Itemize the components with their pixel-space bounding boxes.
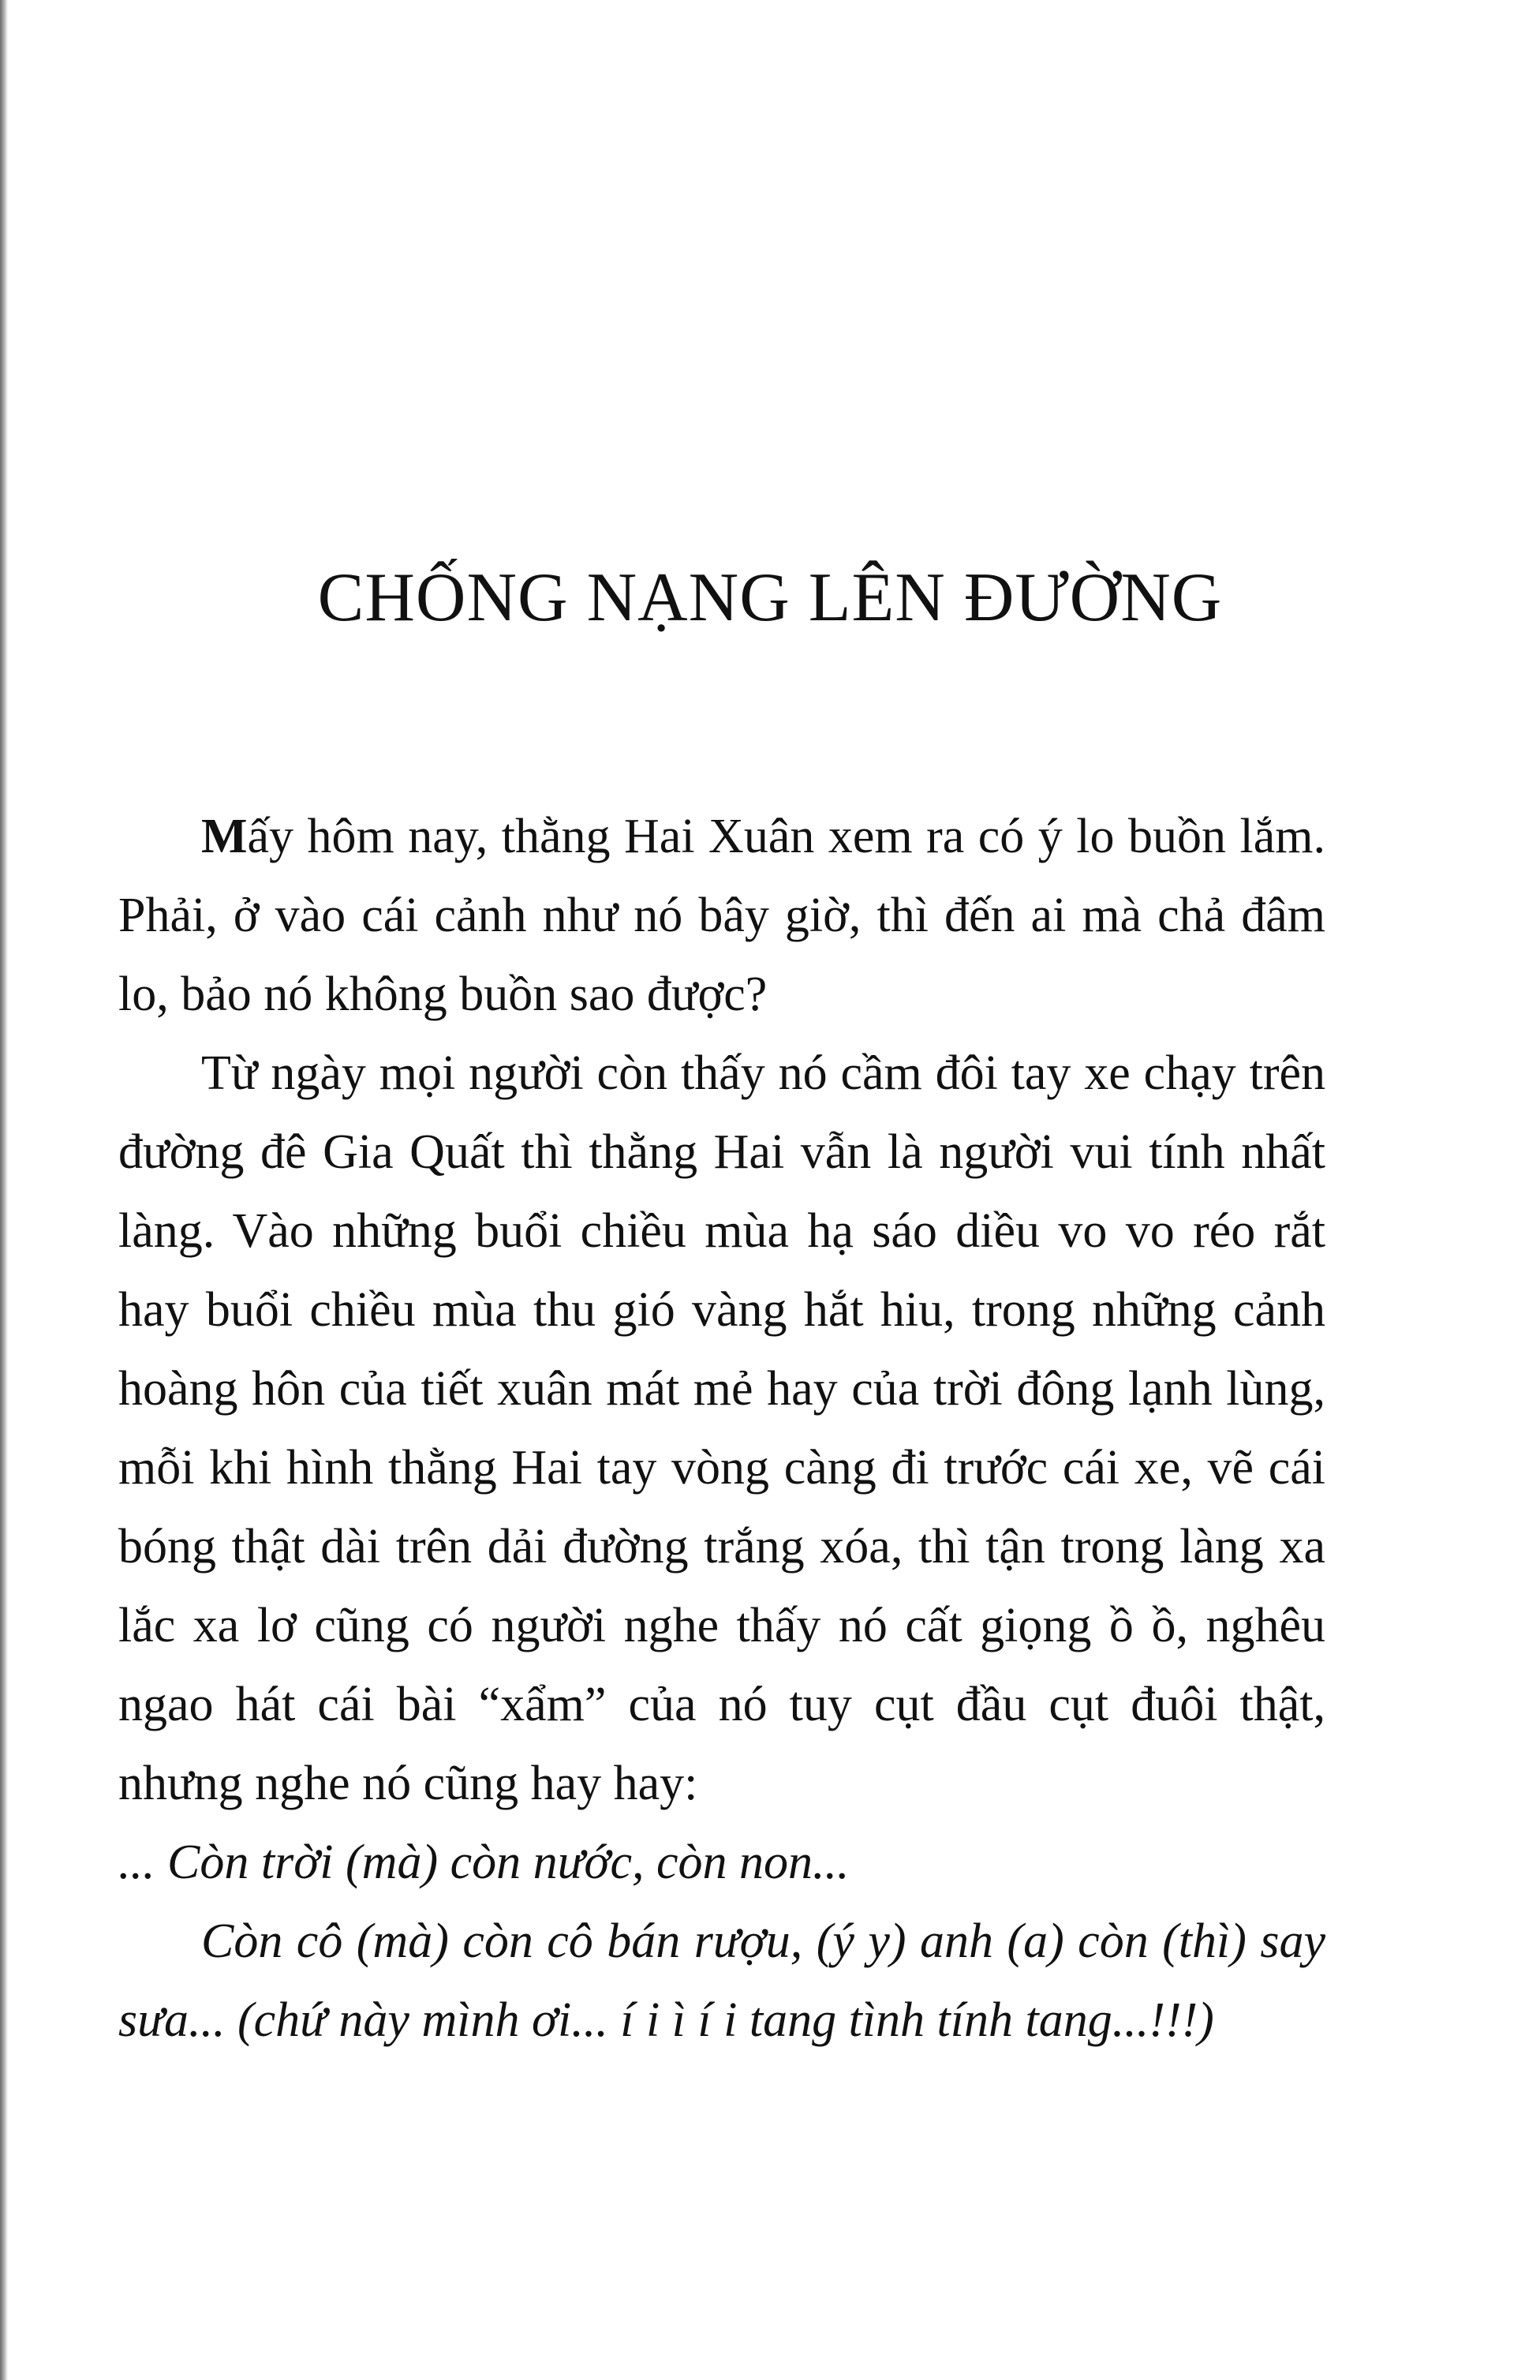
- verse-line-2: Còn cô (mà) còn cô bán rượu, (ý y) anh (a) còn (thì) say sưa... (chứ này mình ơi... í i ì í i tang tình tính tang...!!!): [118, 1914, 1325, 2047]
- chapter-title: CHỐNG NẠNG LÊN ĐƯỜNG: [317, 559, 1223, 636]
- verse-line-1: ... Còn trời (mà) còn nước, còn non...: [118, 1836, 850, 1889]
- page-edge-shadow: [0, 0, 8, 2380]
- body-text: [118, 797, 1325, 2060]
- drop-cap: M: [201, 810, 248, 863]
- paragraph-2: Từ ngày mọi người còn thấy nó cầm đôi tay xe chạy trên đường đê Gia Quất thì thằng Hai vẫn là người vui tính nhất làng. Vào những buổi chiều mùa hạ sáo diều vo vo réo rắt hay buổi chiều mùa thu gió vàng hắt hiu, trong những cảnh hoàng hôn của tiết xuân mát mẻ hay của trời đông lạnh lùng, mỗi khi hình thằng Hai tay vòng càng đi trước cái xe, vẽ cái bóng thật dài trên dải đường trắng xóa, thì tận trong làng xa lắc xa lơ cũng có người nghe thấy nó cất giọng ồ ồ, nghêu ngao hát cái bài “xẩm” của nó tuy cụt đầu cụt đuôi thật, nhưng nghe nó cũng hay hay:: [118, 1046, 1325, 1810]
- paragraph-1-text: ấy hôm nay, thằng Hai Xuân xem ra có ý lo buồn lắm. Phải, ở vào cái cảnh như nó bây giờ, thì đến ai mà chả đâm lo, bảo nó không buồn sao được?: [118, 810, 1325, 1021]
- paragraph-1: [118, 797, 1325, 1034]
